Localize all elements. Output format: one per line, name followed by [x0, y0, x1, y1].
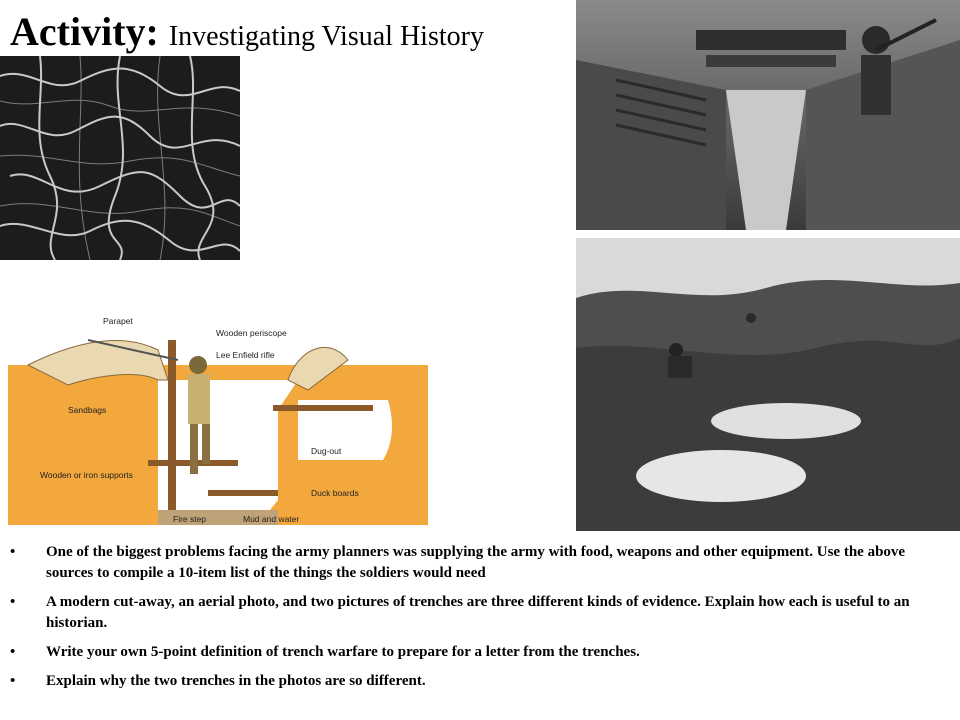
diagram-label-duckboards: Duck boards — [311, 488, 359, 498]
diagram-label-rifle: Lee Enfield rifle — [216, 350, 275, 360]
diagram-label-sandbags: Sandbags — [68, 405, 107, 415]
title-main: Activity: — [10, 9, 159, 54]
trench-cutaway-diagram — [8, 310, 428, 525]
bullet-text: One of the biggest problems facing the army planners was supplying the army with food, weapons and other equipment. Use the above sources to compile a 10-item list of the things the soldiers would need — [46, 544, 906, 581]
list-item — [10, 671, 945, 692]
question-list — [10, 542, 945, 700]
diagram-label-dugout: Dug-out — [311, 446, 342, 456]
bullet-text: A modern cut-away, an aerial photo, and two pictures of trenches are three different kinds of evidence. Explain how each is useful to an historian. — [46, 594, 910, 631]
title-subtitle: Investigating Visual History — [168, 21, 484, 52]
bullet-text: Explain why the two trenches in the photos are so different. — [46, 673, 426, 689]
bullet-icon: • — [10, 594, 16, 610]
trench-photo — [576, 0, 960, 230]
list-item — [10, 592, 945, 634]
bullet-text: Write your own 5-point definition of trench warfare to prepare for a letter from the trenches. — [46, 644, 640, 660]
battlefield-photo — [576, 238, 960, 531]
diagram-label-periscope: Wooden periscope — [216, 328, 287, 338]
diagram-label-mud: Mud and water — [243, 514, 300, 524]
bullet-icon: • — [10, 644, 16, 660]
slide-title — [10, 8, 484, 55]
diagram-label-parapet: Parapet — [103, 316, 133, 326]
list-item — [10, 642, 945, 663]
bullet-icon: • — [10, 673, 16, 689]
aerial-photo — [0, 56, 240, 260]
bullet-icon: • — [10, 544, 16, 560]
diagram-label-firestep: Fire step — [173, 514, 207, 524]
diagram-label-supports: Wooden or iron supports — [40, 470, 133, 480]
list-item — [10, 542, 945, 584]
